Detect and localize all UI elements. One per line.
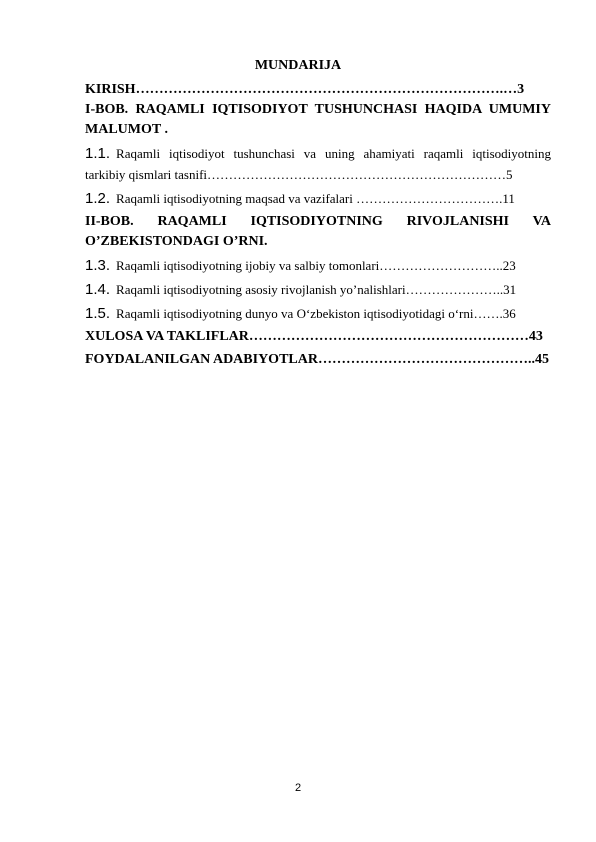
toc-entry-1-5 [85, 303, 551, 324]
toc-entry-1-2 [85, 188, 551, 209]
chapter-1-heading-line-1: I-BOB. RAQAMLI IQTISODIYOT TUSHUNCHASI HAQIDA UMUMIY [85, 102, 551, 117]
toc-entry-chapter-2 [85, 212, 551, 252]
section-1-1-title: Raqamli iqtisodiyot tushunchasi va uning ahamiyati raqamli iqtisodiyotning [116, 146, 551, 161]
section-number: 1.1. [85, 145, 111, 162]
toc-entry-1-4 [85, 279, 551, 300]
toc-entry-chapter-1 [85, 100, 551, 140]
toc-entry-xulosa: XULOSA VA TAKLIFLAR……………………………………………………43 [85, 329, 543, 344]
chapter-2-heading-line-1: II-BOB. RAQAMLI IQTISODIYOTNING RIVOJLANISHI VA [85, 214, 551, 229]
toc-entry-1-1 [85, 143, 551, 185]
toc-entry-1-3 [85, 255, 551, 276]
toc-entry-foydalanilgan-adabiyotlar: FOYDALANILGAN ADABIYOTLAR………………………………………..45 [85, 352, 549, 367]
section-1-1-line-1 [85, 143, 551, 164]
page-number: 2 [294, 782, 302, 794]
chapter-2-heading-line-2: O’ZBEKISTONDAGI O’RNI. [85, 234, 268, 249]
section-number: 1.5. [85, 305, 111, 322]
section-1-1-line-2: tarkibiy qismlari tasnifi……………………………………………………………5 [85, 167, 513, 182]
section-1-5-title: Raqamli iqtisodiyotning dunyo va O‘zbekiston iqtisodiyotidagi o‘rni…….36 [116, 306, 516, 321]
section-number: 1.4. [85, 281, 111, 298]
chapter-1-heading-line-2: MALUMOT . [85, 122, 168, 137]
section-1-4-title: Raqamli iqtisodiyotning asosiy rivojlanish yo’nalishlari…………………..31 [116, 282, 517, 297]
toc-entry-kirish: KIRISH…………………………………………………………………….…3 [85, 82, 525, 97]
table-of-contents [85, 80, 551, 370]
section-number: 1.2. [85, 190, 111, 207]
page-title: MUNDARIJA [254, 58, 342, 73]
section-number: 1.3. [85, 257, 111, 274]
section-1-3-title: Raqamli iqtisodiyotning ijobiy va salbiy tomonlari………………………..23 [116, 258, 516, 273]
section-1-2-title: Raqamli iqtisodiyotning maqsad va vazifalari …………………………….11 [116, 191, 515, 206]
